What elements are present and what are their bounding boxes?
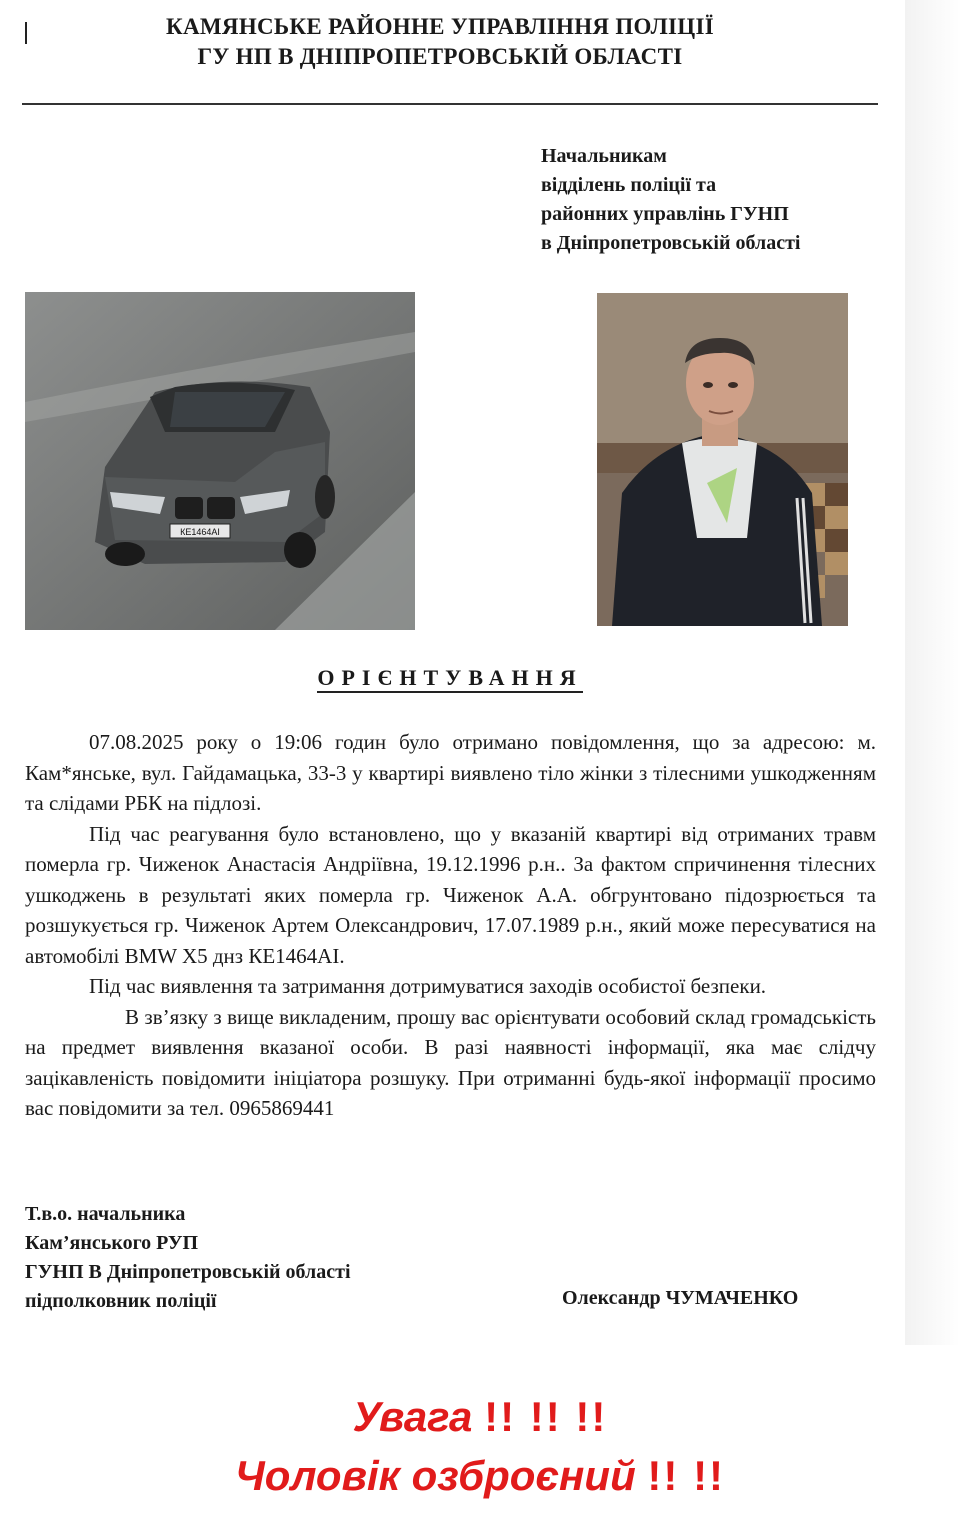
document-title — [0, 665, 900, 691]
alert-text: Чоловік озброєний — [234, 1452, 636, 1499]
car-image — [25, 292, 415, 630]
document-body — [25, 727, 876, 1124]
alert-line-2 — [0, 1452, 960, 1500]
addressee-line: Начальникам — [541, 145, 667, 167]
car-plate-text: КЕ1464АІ — [180, 527, 220, 537]
person-image — [597, 293, 848, 626]
header-line-2: ГУ НП В ДНІПРОПЕТРОВСЬКІЙ ОБЛАСТІ — [197, 44, 683, 69]
body-paragraph: Під час реагування було встановлено, що у вказаній квартирі від отриманих травм померла гр. Чиженок Анастасія Андріївна, 19.12.1996 р.н.. За фактом спричинення тілесних ушкоджень в результаті яких померла гр. Чиженок А.А. обгрунтовано підозрюється та розшукується гр. Чиженок Артем Олександрович, 17.07.1989 р.н., який може пересуватися на автомобілі BMW X5 днз КЕ1464АІ. — [25, 821, 876, 968]
addressee-line: відділень поліції та — [541, 174, 717, 196]
alert-exclamations: !! !! !! — [484, 1393, 608, 1440]
body-paragraph: 07.08.2025 року о 19:06 годин було отримано повідомлення, що за адресою: м. Кам*янське, вул. Гайдамацька, 33-3 у квартирі виявлено тіло жінки з тілесними ушкодженням та слідами РБК на підлозі. — [25, 730, 876, 815]
document-title-text: ОРІЄНТУВАННЯ — [317, 665, 582, 693]
signature-line: підполковник поліції — [25, 1290, 217, 1312]
signature-line: ГУНП В Дніпропетровській області — [25, 1261, 351, 1283]
body-paragraph: Під час виявлення та затримання дотримуватися заходів особистої безпеки. — [89, 974, 767, 998]
addressee-line: районних управлінь ГУНП — [541, 203, 789, 225]
suspect-photo — [597, 293, 848, 626]
signer-name: Олександр ЧУМАЧЕНКО — [562, 1287, 799, 1309]
addressee-block — [541, 142, 800, 258]
addressee-line: в Дніпропетровській області — [541, 232, 801, 254]
header-line-1: КАМЯНСЬКЕ РАЙОННЕ УПРАВЛІННЯ ПОЛІЦІЇ — [166, 14, 714, 39]
alert-line-1 — [0, 1393, 960, 1441]
body-paragraph: В зв’язку з вище викладеним, прошу вас орієнтувати особовий склад громадськість на предмет виявлення вказаної особи. В разі наявності інформації, яка має слідчу зацікавленість повідомити ініціатора розшуку. При отриманні будь-якої інформації просимо вас повідомити за тел. 0965869441 — [25, 1004, 876, 1120]
alert-text: Увага — [352, 1393, 473, 1440]
signature-block — [25, 1200, 351, 1316]
signature-line: Кам’янського РУП — [25, 1232, 199, 1254]
signature-line: Т.в.о. начальника — [25, 1203, 186, 1225]
header-divider — [22, 103, 878, 105]
page-edge — [905, 0, 960, 1345]
alert-exclamations: !! !! — [647, 1452, 726, 1499]
car-photo — [25, 292, 415, 630]
